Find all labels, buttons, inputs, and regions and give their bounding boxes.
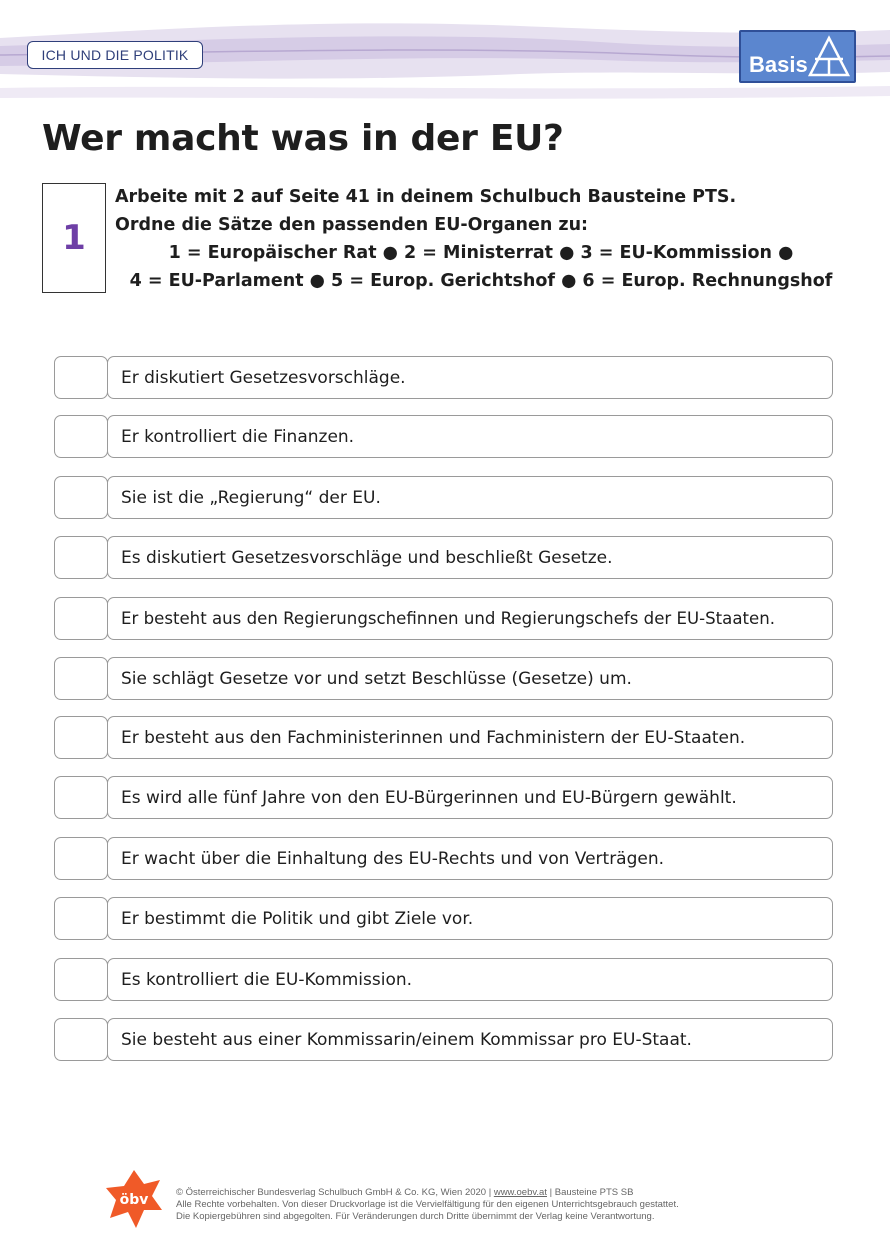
statement-row	[54, 897, 833, 940]
statement-row	[54, 958, 833, 1001]
statement-text: Er kontrolliert die Finanzen.	[107, 415, 833, 458]
answer-box[interactable]	[54, 837, 108, 880]
answer-box[interactable]	[54, 415, 108, 458]
statement-row	[54, 415, 833, 458]
oebv-logo-text: öbv	[119, 1192, 149, 1208]
page-title: Wer macht was in der EU?	[42, 118, 564, 159]
statement-row	[54, 1018, 833, 1061]
answer-box[interactable]	[54, 716, 108, 759]
statement-row	[54, 597, 833, 640]
answer-box[interactable]	[54, 958, 108, 1001]
statement-text: Sie besteht aus einer Kommissarin/einem Kommissar pro EU-Staat.	[107, 1018, 833, 1061]
statement-row	[54, 356, 833, 399]
footer-line-2: Alle Rechte vorbehalten. Von dieser Druckvorlage ist die Vervielfältigung für den eigenen Unterrichtsgebrauch gestattet.	[176, 1199, 679, 1210]
statement-row	[54, 476, 833, 519]
footer-line-3: Die Kopiergebühren sind abgegolten. Für Veränderungen durch Dritte übernimmt der Verlag keine Verantwortung.	[176, 1211, 655, 1222]
answer-box[interactable]	[54, 536, 108, 579]
answer-box[interactable]	[54, 657, 108, 700]
statement-text: Er bestimmt die Politik und gibt Ziele vor.	[107, 897, 833, 940]
statement-text: Sie ist die „Regierung“ der EU.	[107, 476, 833, 519]
instruction-line-2: Ordne die Sätze den passenden EU-Organen zu:	[115, 215, 589, 235]
statement-row	[54, 776, 833, 819]
statement-text: Er besteht aus den Fachministerinnen und Fachministern der EU-Staaten.	[107, 716, 833, 759]
task-number: 1	[42, 183, 106, 293]
statement-row	[54, 657, 833, 700]
footer-line-1-suffix: | Bausteine PTS SB	[546, 1187, 634, 1198]
answer-box[interactable]	[54, 356, 108, 399]
footer-copyright	[176, 1187, 679, 1223]
answer-box[interactable]	[54, 476, 108, 519]
statement-row	[54, 716, 833, 759]
legend-line-1: 1 = Europäischer Rat ● 2 = Ministerrat ● 3 = EU-Kommission ●	[168, 243, 794, 263]
basis-badge	[739, 30, 856, 83]
statement-text: Er wacht über die Einhaltung des EU-Rechts und von Verträgen.	[107, 837, 833, 880]
basis-label: Basis	[749, 52, 808, 77]
statement-text: Es kontrolliert die EU-Kommission.	[107, 958, 833, 1001]
triangle-t-icon	[807, 35, 851, 79]
statement-text: Er besteht aus den Regierungschefinnen und Regierungschefs der EU-Staaten.	[107, 597, 833, 640]
statement-row	[54, 536, 833, 579]
publisher-link[interactable]: www.oebv.at	[493, 1187, 547, 1198]
statement-text: Er diskutiert Gesetzesvorschläge.	[107, 356, 833, 399]
answer-box[interactable]	[54, 897, 108, 940]
statement-text: Es wird alle fünf Jahre von den EU-Bürgerinnen und EU-Bürgern gewählt.	[107, 776, 833, 819]
footer-line-1	[176, 1187, 679, 1199]
answer-box[interactable]	[54, 776, 108, 819]
legend-line-2: 4 = EU-Parlament ● 5 = Europ. Gerichtshof ● 6 = Europ. Rechnungshof	[129, 271, 833, 291]
answer-box[interactable]	[54, 1018, 108, 1061]
statement-text: Sie schlägt Gesetze vor und setzt Beschlüsse (Gesetze) um.	[107, 657, 833, 700]
statement-row	[54, 837, 833, 880]
statement-text: Es diskutiert Gesetzesvorschläge und beschließt Gesetze.	[107, 536, 833, 579]
instruction-line-1: Arbeite mit 2 auf Seite 41 in deinem Schulbuch Bausteine PTS.	[115, 187, 737, 207]
oebv-logo-icon	[104, 1168, 164, 1230]
footer-line-1-prefix: © Österreichischer Bundesverlag Schulbuch GmbH & Co. KG, Wien 2020 |	[176, 1187, 494, 1198]
answer-box[interactable]	[54, 597, 108, 640]
topic-tag: ICH UND DIE POLITIK	[27, 41, 203, 69]
